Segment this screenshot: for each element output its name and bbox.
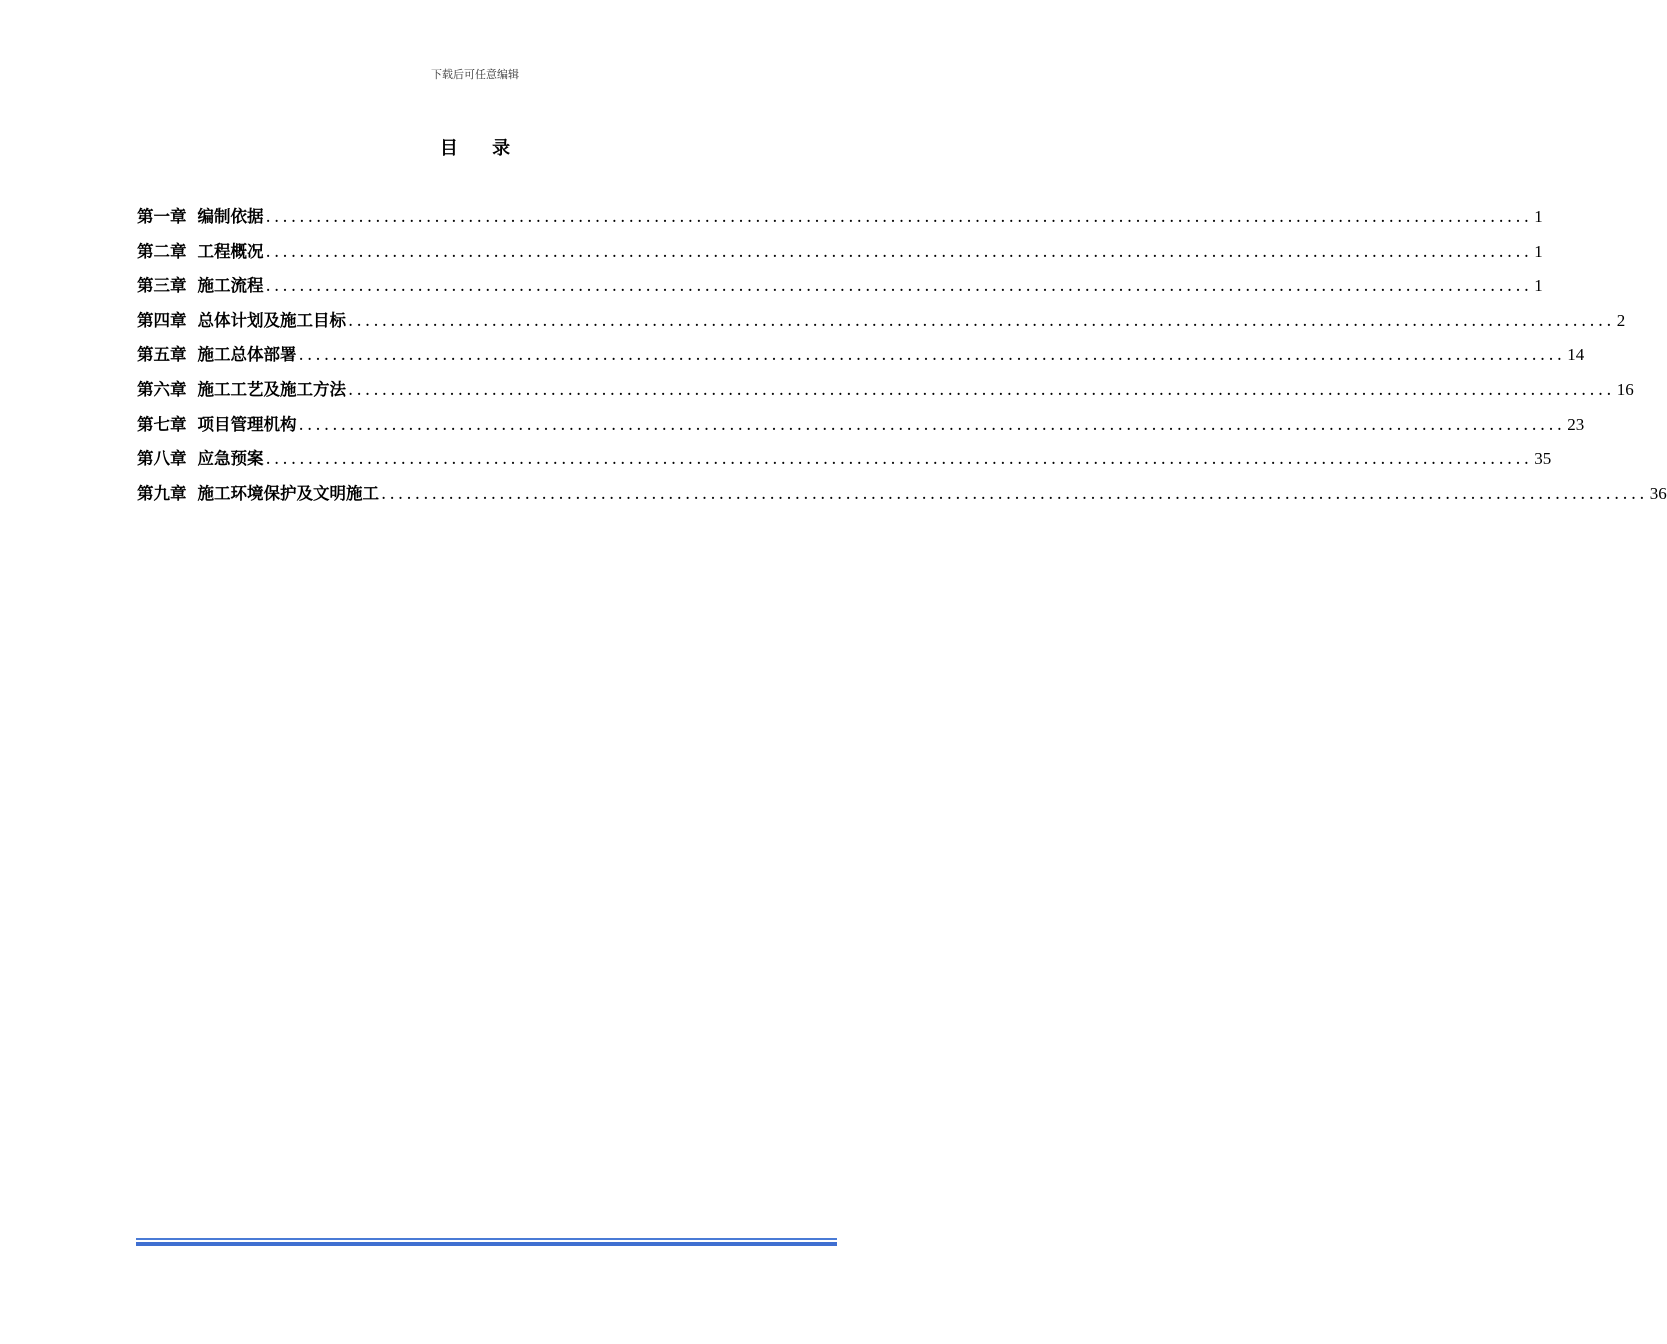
toc-page-number: 1 — [1534, 241, 1543, 261]
toc-dot-leader: ...................................................................................................................................................... — [265, 449, 1533, 469]
toc-chapter-title: 项目管理机构 — [197, 414, 297, 434]
toc-page-number: 1 — [1534, 207, 1543, 226]
toc-page-number: 14 — [1567, 345, 1585, 365]
toc-chapter-title: 编制依据 — [197, 207, 264, 226]
toc-entry-chapter-1[interactable] — [137, 203, 1543, 238]
footer-rule — [136, 1238, 837, 1246]
toc-dot-leader: ...................................................................................................................................................... — [348, 379, 1615, 399]
toc-title: 目 录 — [439, 138, 525, 159]
toc-chapter-number: 第三章 — [137, 276, 187, 296]
toc-page-number: 16 — [1616, 379, 1634, 399]
toc-entry-chapter-3[interactable] — [137, 272, 1543, 307]
toc-chapter-title: 施工总体部署 — [197, 345, 297, 365]
toc-dot-leader: ...................................................................................................................................................... — [298, 345, 1566, 365]
toc-chapter-title: 施工流程 — [197, 276, 264, 296]
toc-chapter-title: 工程概况 — [197, 241, 264, 261]
toc-page-number: 2 — [1616, 310, 1626, 330]
toc-dot-leader: ...................................................................................................................................................... — [381, 483, 1648, 503]
toc-chapter-number: 第二章 — [137, 241, 187, 261]
toc-page-number: 36 — [1649, 483, 1667, 503]
footer-rule-thick-line — [136, 1242, 837, 1246]
toc-dot-leader: ...................................................................................................................................................... — [348, 310, 1615, 330]
toc-entry-chapter-9[interactable] — [137, 480, 1667, 515]
toc-entry-chapter-4[interactable] — [137, 307, 1626, 342]
toc-dot-leader: ...................................................................................................................................................... — [265, 276, 1533, 296]
toc-entry-chapter-8[interactable] — [137, 445, 1552, 480]
toc-chapter-number: 第六章 — [137, 379, 187, 399]
toc-chapter-title: 应急预案 — [197, 449, 264, 469]
toc-chapter-number: 第四章 — [137, 310, 187, 330]
toc-dot-leader: ...................................................................................................................................................... — [265, 207, 1533, 226]
toc-chapter-number: 第八章 — [137, 449, 187, 469]
toc-page-number: 35 — [1534, 449, 1552, 469]
toc-chapter-number: 第一章 — [137, 207, 187, 226]
toc-chapter-number: 第七章 — [137, 414, 187, 434]
toc-dot-leader: ...................................................................................................................................................... — [265, 241, 1533, 261]
toc-page-number: 1 — [1534, 276, 1543, 296]
table-of-contents — [137, 203, 1667, 514]
toc-chapter-number: 第九章 — [137, 483, 187, 503]
toc-entry-chapter-2[interactable] — [137, 238, 1543, 273]
toc-entry-chapter-7[interactable] — [137, 411, 1585, 446]
toc-chapter-title: 施工环境保护及文明施工 — [197, 483, 379, 503]
toc-entry-chapter-6[interactable] — [137, 376, 1634, 411]
toc-dot-leader: ...................................................................................................................................................... — [298, 414, 1566, 434]
page-header-note: 下载后可任意编辑 — [431, 68, 519, 81]
toc-chapter-number: 第五章 — [137, 345, 187, 365]
toc-chapter-title: 总体计划及施工目标 — [197, 310, 346, 330]
toc-entry-chapter-5[interactable] — [137, 341, 1585, 376]
toc-page-number: 23 — [1567, 414, 1585, 434]
toc-chapter-title: 施工工艺及施工方法 — [197, 379, 346, 399]
